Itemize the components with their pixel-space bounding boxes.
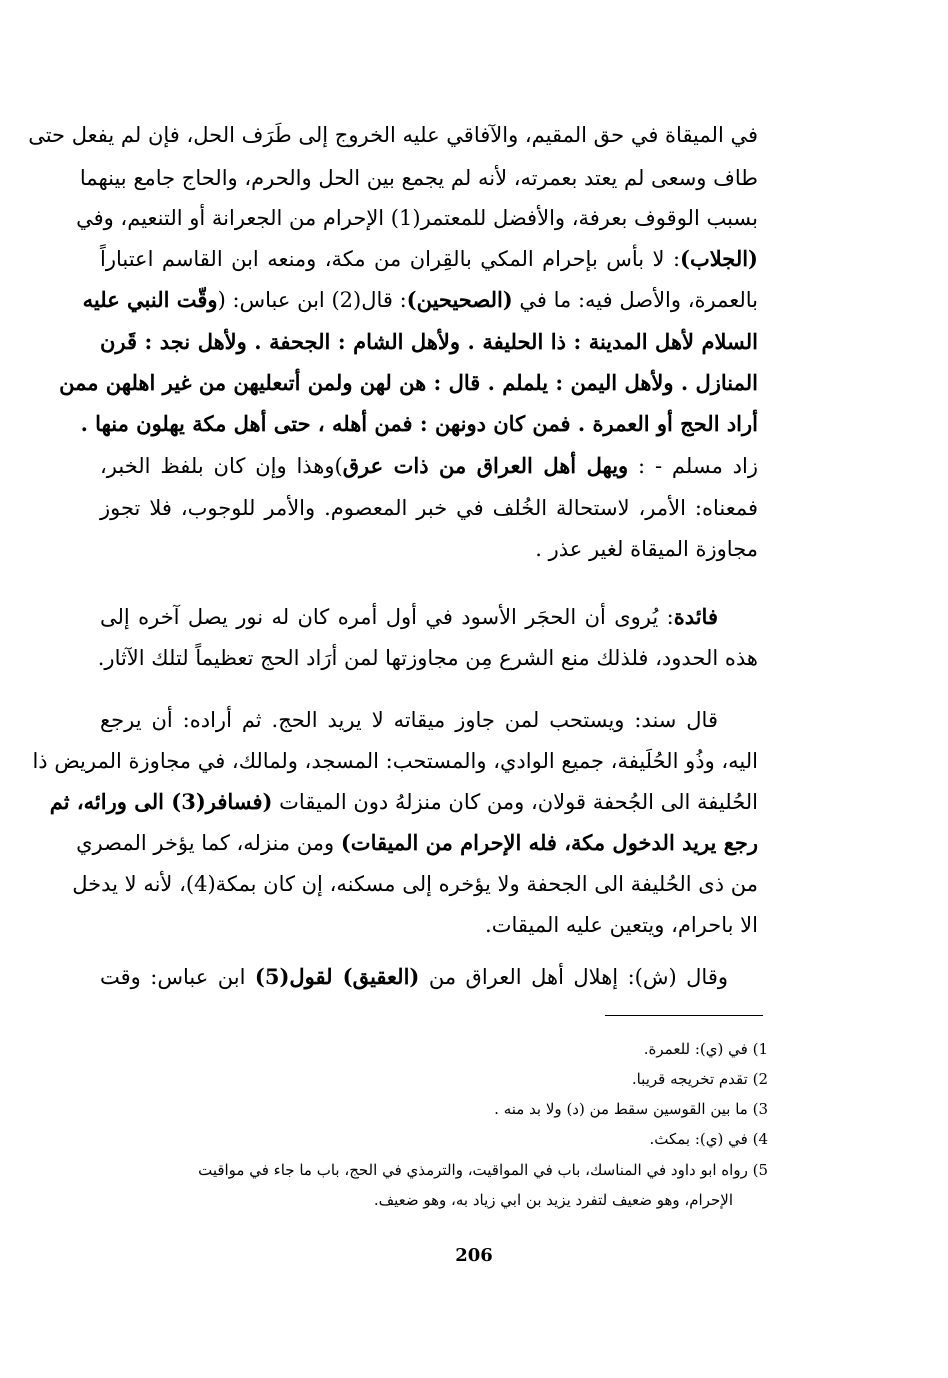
text-span: : يُروى أن الحجَر الأسود في أول أمره كان له نور يصل آخره إلى [100,605,674,629]
text-line [100,905,758,945]
bold-text-span: (الجلاب) [680,246,758,271]
text-line [100,529,758,569]
text-span: بالعمرة، والأصل فيه: ما في [512,288,758,312]
page-number: 206 [455,1245,493,1266]
bold-text-span: أراد الحج أو العمرة . فمن كان دونهن : فمن أهله ، حتى أهل مكة يهلون منها . [80,411,758,436]
bold-text-span: (فسافر(3) الى ورائه، ثم [49,789,273,814]
text-span: بسبب الوقوف بعرفة، والأفضل للمعتمر(1) الإحرام من الجعرانة أو التنعيم، وفي [76,206,758,230]
text-span: هذه الحدود، فلذلك منع الشرع مِن مجاوزتها لمن أرَاد الحج تعظيماً لتلك الآثار. [97,646,758,670]
text-line [100,488,758,528]
text-span: ومن منزله، كما يؤخر المصري [76,831,341,855]
text-line [100,322,758,362]
text-span: قال سند: ويستحب لمن جاوز ميقاته لا يريد الحج. ثم أراده: أن يرجع [100,708,718,732]
text-line [100,597,718,637]
text-span: مجاوزة الميقاة لغير عذر . [535,537,758,561]
text-span: من ذى الحُليفة الى الجحفة ولا يؤخره إلى مسكنه، إن كان بمكة(4)، لأنه لا يدخل [72,872,758,896]
text-span: الحُليفة الى الجُحفة قولان، ومن كان منزلهُ دون الميقات [272,790,758,814]
text-line [59,363,758,403]
text-span: اليه، وذُو الحُلَيفة، جميع الوادي، والمستحب: المسجد، ولمالك، في مجاوزة المريض ذا [32,749,758,773]
bold-text-span: (العقيق) لقول(5) [254,964,420,989]
footnote-line: 5) رواه ابو داود في المناسك، باب في المواقيت، والترمذي في الحج، باب ما جاء في مواقيت [198,1161,768,1179]
footnote-line: 2) تقدم تخريجه قريبا. [631,1070,768,1088]
bold-text-span: فائدة [673,604,718,629]
bold-text-span: المنازل . ولأهل اليمن : يلملم . قال : هن لهن ولمن أتىعليهن من غير اهلهن ممن [59,370,758,395]
text-line [97,638,758,678]
text-span: الا باحرام، ويتعين عليه الميقات. [485,913,758,937]
text-line [32,741,758,781]
footnote-line: 3) ما بين القوسين سقط من (د) ولا بد منه . [494,1100,768,1118]
text-line [76,198,758,238]
text-span: زاد مسلم - : [628,454,758,478]
text-span: : قال(2) ابن عباس: ( [217,288,407,312]
text-span: : لا بأس بإحرام المكي بالقِران من مكة، ومنعه ابن القاسم اعتباراً [100,247,681,271]
text-line [80,404,758,444]
bold-text-span: رجع يريد الدخول مكة، فله الإحرام من الميقات) [340,830,758,855]
footnote-line: 4) في (ي): بمكث. [649,1130,768,1148]
text-line [100,700,718,740]
text-span: في الميقاة في حق المقيم، والآفاقي عليه الخروج إلى طَرَف الحل، فإن لم يفعل حتى [28,123,758,147]
bold-text-span: السلام لأهل المدينة : ذا الحليفة . ولأهل الشام : الجحفة . ولأهل نجد : قَرن [100,329,758,354]
bold-text-span: وقّت النبي عليه [82,287,218,312]
text-line [49,782,758,822]
text-line [100,957,728,997]
text-span: ابن عباس: وقت [100,965,255,989]
text-span: فمعناه: الأمر، لاستحالة الخُلف في خبر المعصوم. والأمر للوجوب، فلا تجوز [100,496,758,520]
text-span: )وهذا وإن كان بلفظ الخبر، [100,454,343,478]
bold-text-span: ويهل أهل العراق من ذات عرق [342,453,629,478]
text-line [28,115,758,155]
text-line [72,864,758,904]
text-line [100,239,758,279]
footnote-line: 1) في (ي): للعمرة. [643,1040,768,1058]
footnote-line: الإحرام، وهو ضعيف لتفرد يزيد بن ابي زياد به، وهو ضعيف. [373,1191,733,1209]
text-span: طاف وسعى لم يعتد بعمرته، لأنه لم يجمع بين الحل والحرم، والحاج جامع بينهما [79,166,758,190]
text-line [82,280,758,320]
text-span: وقال (ش): إهلال أهل العراق من [419,965,729,989]
bold-text-span: (الصحيحين) [406,287,513,312]
text-line [76,823,758,863]
footnote-separator [605,1015,763,1016]
text-line [79,158,758,198]
text-line [100,446,758,486]
